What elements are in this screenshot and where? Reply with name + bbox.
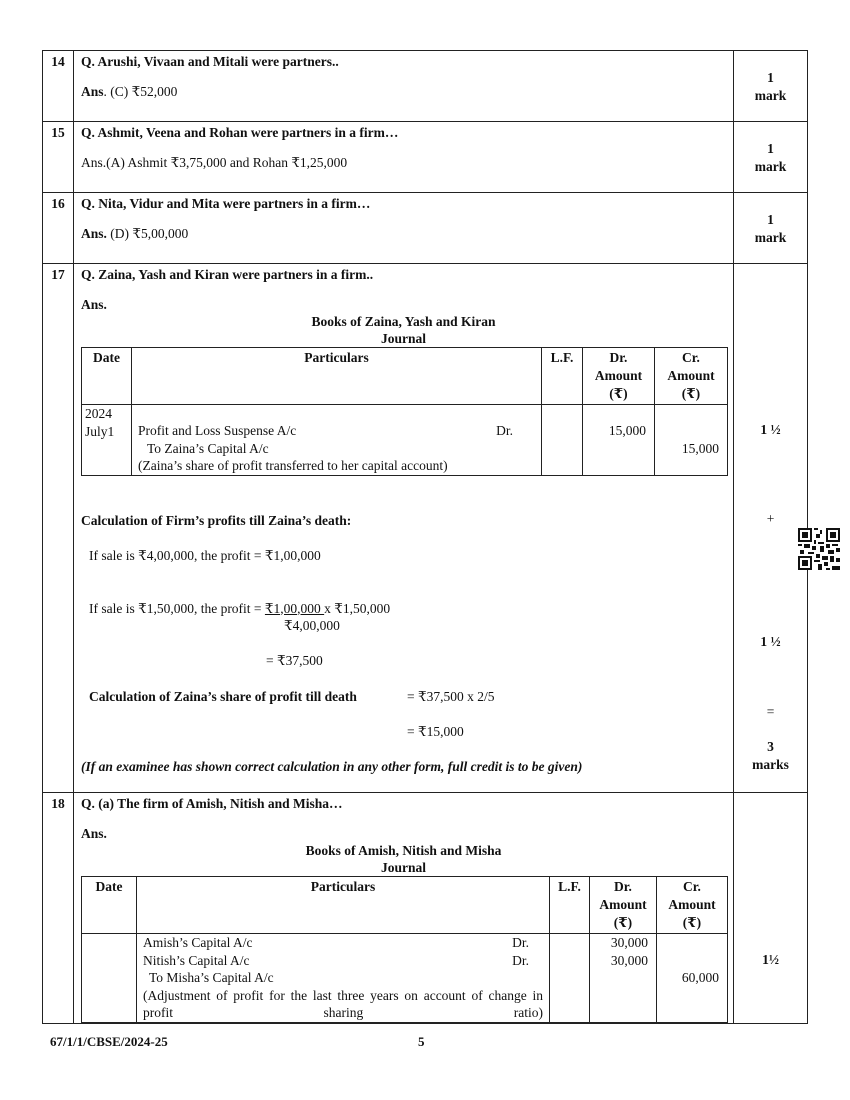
question-number: 18 — [43, 793, 74, 1024]
amount-line: 30,000 — [610, 952, 648, 968]
question-number: 17 — [43, 264, 74, 793]
marks-unit: mark — [754, 159, 787, 174]
marks-cell — [734, 193, 808, 264]
question-row — [43, 193, 808, 264]
question-number: 16 — [43, 193, 74, 264]
entry-date — [82, 934, 137, 1023]
marking-scheme-table — [42, 50, 808, 1024]
calc-result: = ₹37,500 — [266, 652, 323, 668]
dr-tag: Dr. — [496, 423, 513, 438]
question-row — [43, 51, 808, 122]
question-body — [74, 51, 734, 122]
narration: (Zaina’s share of profit transferred to her capital account) — [138, 458, 448, 473]
debit-account: Amish’s Capital A/c — [143, 935, 253, 950]
answer-label: Ans — [81, 155, 103, 170]
answer-label: Ans. — [81, 226, 107, 241]
entry-particulars — [132, 405, 542, 476]
answer-label: Ans — [81, 84, 104, 99]
lf-header: L.F. — [550, 877, 590, 934]
share-heading: Calculation of Zaina’s share of profit till death — [89, 688, 357, 704]
equals-sign: = — [766, 704, 775, 719]
question-number: 14 — [43, 51, 74, 122]
credit-amount-header — [655, 348, 728, 405]
entry-lf — [550, 934, 590, 1023]
journal-entry-row — [82, 934, 728, 1023]
marks-value: 1½ — [762, 952, 779, 967]
dr-tag: Dr. — [512, 935, 529, 950]
question-number: 15 — [43, 122, 74, 193]
question-text: Q. Arushi, Vivaan and Mitali were partners.. — [81, 54, 339, 69]
calc-heading: Calculation of Firm’s profits till Zaina’s death: — [81, 512, 352, 528]
marks-cell — [734, 264, 808, 793]
question-body — [74, 193, 734, 264]
journal-table — [81, 876, 728, 1023]
answer-label: Ans. — [81, 297, 107, 312]
marks-unit: marks — [752, 757, 789, 772]
calc-line — [89, 601, 390, 617]
header-line: (₹) — [609, 386, 628, 401]
marks-unit: mark — [754, 230, 787, 245]
marks-cell — [734, 793, 808, 1024]
answer-value: (D) ₹5,00,000 — [106, 226, 189, 241]
question-row — [43, 793, 808, 1024]
question-body — [74, 793, 734, 1024]
marks-value: 1 — [767, 141, 774, 156]
calc-text: x ₹1,50,000 — [324, 600, 391, 616]
calc-line: If sale is ₹4,00,000, the profit = ₹1,00,000 — [89, 547, 321, 563]
journal-entry-row — [82, 405, 728, 476]
header-line: Amount — [594, 368, 643, 383]
calc-text: If sale is ₹1,50,000, the profit = — [89, 600, 265, 616]
header-line: (₹) — [613, 915, 633, 930]
question-text: Q. Ashmit, Veena and Rohan were partners in a firm… — [81, 125, 399, 140]
examiner-note: (If an examinee has shown correct calculation in any other form, full credit is to be given) — [81, 758, 583, 774]
answer-value: . (C) ₹52,000 — [103, 84, 178, 99]
header-line: Cr. — [682, 350, 700, 365]
date-line: 2024 — [85, 406, 112, 421]
credit-amount: 15,000 — [655, 405, 728, 476]
dr-tag: Dr. — [512, 952, 529, 968]
marks-value: 1 — [767, 212, 774, 227]
amount-line: 30,000 — [610, 935, 648, 950]
marks-unit: mark — [754, 88, 787, 103]
answer-text — [81, 84, 726, 100]
marks-cell — [734, 122, 808, 193]
question-text: Q. (a) The firm of Amish, Nitish and Misha… — [81, 796, 343, 811]
header-line: Amount — [599, 897, 647, 912]
calc-denominator: ₹4,00,000 — [284, 617, 340, 633]
marks-value: 1 — [767, 70, 774, 85]
question-body — [74, 122, 734, 193]
marks-value: 1 ½ — [760, 422, 781, 437]
answer-value: .(A) Ashmit ₹3,75,000 and Rohan ₹1,25,000 — [102, 155, 348, 170]
date-header: Date — [82, 877, 137, 934]
credit-amount: 60,000 — [657, 934, 728, 1023]
date-header: Date — [82, 348, 132, 405]
question-row — [43, 264, 808, 793]
debit-amount: 15,000 — [583, 405, 655, 476]
question-text: Q. Nita, Vidur and Mita were partners in a firm… — [81, 196, 371, 211]
credit-account: To Misha’s Capital A/c — [149, 970, 274, 985]
marks-value: 1 ½ — [760, 634, 781, 649]
journal-title: Journal — [380, 331, 426, 346]
debit-amount-header — [590, 877, 657, 934]
header-line: (₹) — [682, 915, 702, 930]
journal-table — [81, 347, 728, 476]
entry-lf — [542, 405, 583, 476]
entry-date — [82, 405, 132, 476]
calculation-block — [81, 476, 726, 786]
debit-account: Nitish’s Capital A/c — [143, 952, 250, 968]
book-title: Books of Zaina, Yash and Kiran — [311, 314, 496, 329]
entry-particulars — [137, 934, 550, 1023]
credit-account: To Zaina’s Capital A/c — [147, 440, 269, 456]
answer-text — [81, 226, 726, 242]
plus-sign: + — [766, 511, 775, 526]
question-row — [43, 122, 808, 193]
header-line: (₹) — [681, 386, 701, 401]
qr-code-icon — [798, 528, 840, 570]
question-text: Q. Zaina, Yash and Kiran were partners in a firm.. — [81, 267, 374, 282]
journal-title: Journal — [380, 860, 426, 875]
debit-account: Profit and Loss Suspense A/c — [138, 423, 297, 438]
credit-amount-header — [657, 877, 728, 934]
page-number: 5 — [418, 1034, 425, 1049]
question-body — [74, 264, 734, 793]
narration: (Adjustment of profit for the last three years on account of change in profit sharing ratio) — [143, 987, 543, 1020]
header-line: Dr. — [614, 879, 632, 894]
header-line: Dr. — [609, 350, 628, 365]
debit-amount — [590, 934, 657, 1023]
share-line: = ₹37,500 x 2/5 — [407, 688, 495, 704]
lf-header: L.F. — [542, 348, 583, 405]
calc-numerator: ₹1,00,000 — [264, 600, 325, 616]
date-line: July1 — [85, 423, 115, 439]
marks-cell — [734, 51, 808, 122]
debit-amount-header — [583, 348, 655, 405]
header-line: Amount — [667, 368, 715, 383]
marks-total: 3 — [767, 739, 774, 754]
particulars-header: Particulars — [132, 348, 542, 405]
paper-code: 67/1/1/CBSE/2024-25 — [50, 1034, 168, 1049]
answer-text — [81, 155, 726, 171]
share-result: = ₹15,000 — [407, 723, 464, 739]
header-line: Cr. — [683, 879, 701, 894]
answer-label: Ans. — [81, 826, 107, 841]
header-line: Amount — [668, 897, 716, 912]
book-title: Books of Amish, Nitish and Misha — [305, 843, 502, 858]
particulars-header: Particulars — [137, 877, 550, 934]
